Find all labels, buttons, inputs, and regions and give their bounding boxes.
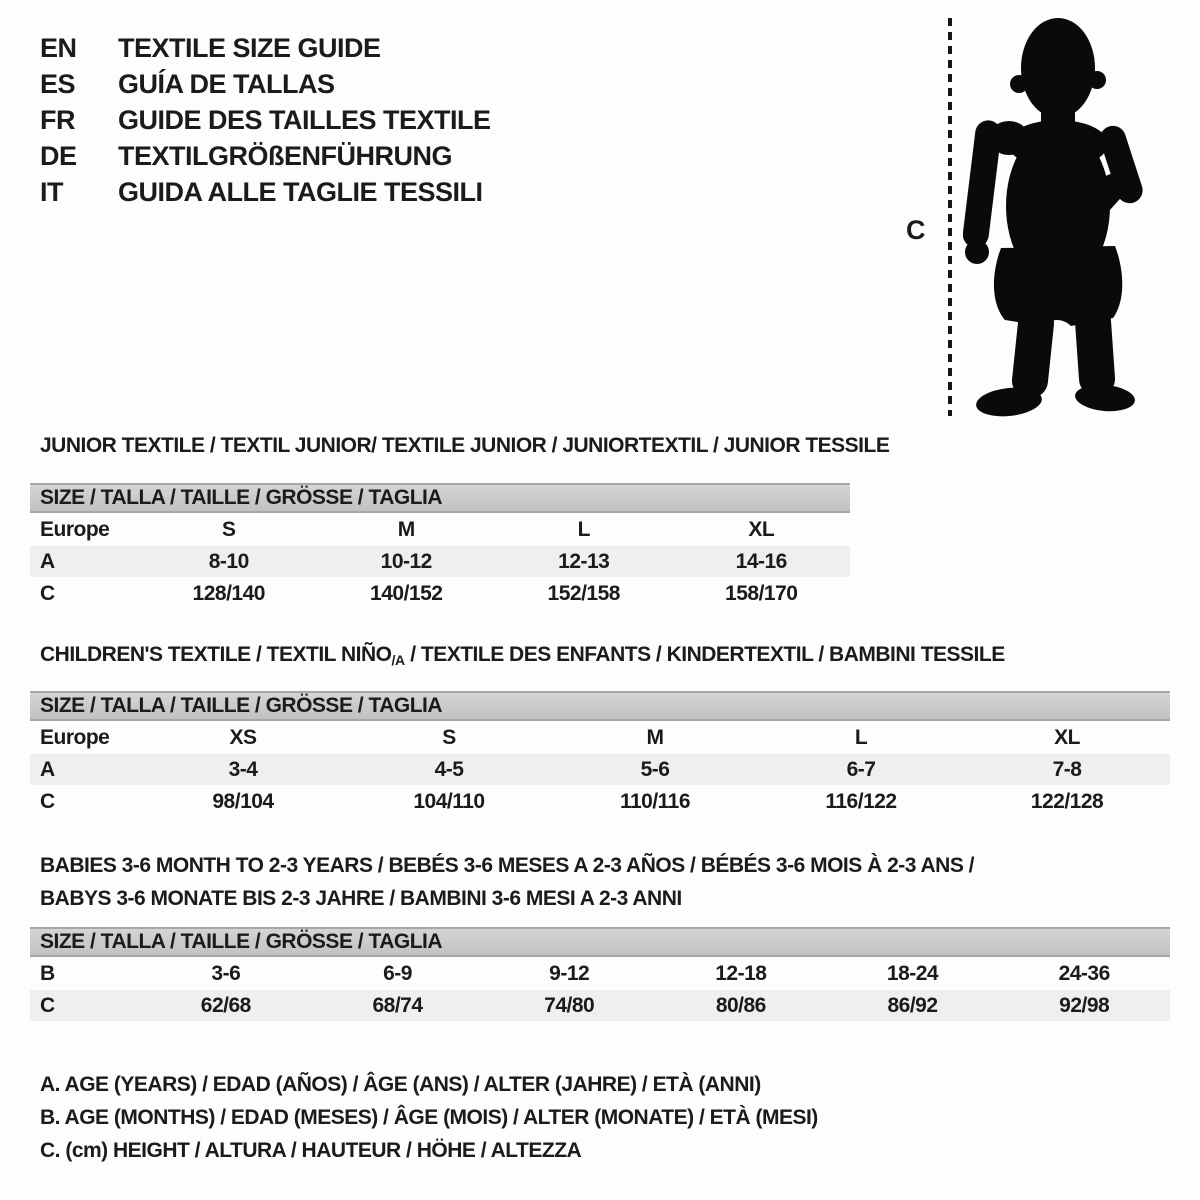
height-measure-label: C [906,215,925,245]
babies-title-line1: BABIES 3-6 MONTH TO 2-3 YEARS / BEBÉS 3-6 MESES A 2-3 AÑOS / BÉBÉS 3-6 MOIS À 2-3 ANS / [40,854,975,877]
table-row-age [30,546,850,577]
row-label: B [40,962,55,985]
children-section-title [40,643,1005,668]
footnote-b: B. AGE (MONTHS) / EDAD (MESES) / ÂGE (MOIS) / ALTER (MONATE) / ETÀ (MESI) [40,1106,818,1129]
language-code: IT [40,176,63,207]
table-row-europe [30,514,850,545]
table-cell: 4-5 [434,758,464,781]
table-cell: L [854,726,868,749]
table-cell: M [397,518,415,541]
table-cell: 6-9 [383,962,412,985]
language-row-es [40,66,491,102]
language-title: GUIDA ALLE TAGLIE TESSILI [118,176,483,207]
footnote-c: C. (cm) HEIGHT / ALTURA / HAUTEUR / HÖHE / ALTEZZA [40,1139,582,1162]
row-label: Europe [40,518,110,541]
table-cell: 12-13 [558,550,610,573]
language-code: DE [40,140,77,171]
size-header-bar: SIZE / TALLA / TAILLE / GRÖSSE / TAGLIA [30,483,850,513]
table-cell: 18-24 [886,962,939,985]
table-cell: S [221,518,236,541]
table-cell: 86/92 [887,994,938,1017]
language-title: TEXTILE SIZE GUIDE [118,32,381,63]
babies-title-line2: BABYS 3-6 MONATE BIS 2-3 JAHRE / BAMBINI 3-6 MESI A 2-3 ANNI [40,887,682,910]
children-title-text: / TEXTILE DES ENFANTS / KINDERTEXTIL / BAMBINI TESSILE [404,643,1005,666]
table-cell: 12-18 [715,962,767,985]
table-cell: XL [748,518,775,541]
row-label: C [40,790,55,813]
footnote-legend [40,1068,818,1167]
table-row-europe [30,722,1170,753]
table-row-age-months [30,958,1170,989]
table-cell: 68/74 [372,994,423,1017]
table-row-height [30,990,1170,1021]
table-cell: 92/98 [1059,994,1110,1017]
language-title: GUIDE DES TAILLES TEXTILE [118,104,491,135]
language-row-en [40,30,491,66]
table-cell: XL [1054,726,1080,749]
table-cell: 122/128 [1030,790,1104,813]
table-cell: 5-6 [640,758,670,781]
language-title: GUÍA DE TALLAS [118,68,335,99]
row-label: A [40,550,55,573]
table-cell: 128/140 [192,582,265,605]
children-size-table [30,691,1170,817]
table-cell: 7-8 [1052,758,1082,781]
language-code: EN [40,32,77,63]
language-row-fr [40,102,491,138]
table-cell: 98/104 [212,790,274,813]
table-cell: M [646,726,664,749]
table-cell: 62/68 [200,994,251,1017]
table-cell: 152/158 [547,582,620,605]
toddler-silhouette-icon [963,16,1143,420]
row-label: C [40,582,55,605]
table-row-height [30,786,1170,817]
table-cell: 116/122 [825,790,897,813]
table-cell: 110/116 [619,790,691,813]
table-cell: 24-36 [1058,962,1110,985]
table-cell: 3-4 [228,758,258,781]
table-cell: XS [229,726,257,749]
table-cell: 6-7 [846,758,876,781]
language-code: ES [40,68,76,99]
footnote-a: A. AGE (YEARS) / EDAD (AÑOS) / ÂGE (ANS) / ALTER (JAHRE) / ETÀ (ANNI) [40,1073,761,1096]
table-cell: L [577,518,590,541]
table-cell: 80/86 [715,994,766,1017]
junior-size-table [30,483,850,609]
table-row-age [30,754,1170,785]
junior-section-title: JUNIOR TEXTILE / TEXTIL JUNIOR/ TEXTILE JUNIOR / JUNIORTEXTIL / JUNIOR TESSILE [40,434,890,457]
babies-section-title [40,849,974,915]
table-cell: 104/110 [413,790,485,813]
height-measure-dashed-line [948,18,952,416]
language-title-list [40,30,491,210]
language-row-it [40,174,491,210]
table-cell: 8-10 [208,550,249,573]
row-label: C [40,994,55,1017]
children-title-subscript: /A [391,652,405,668]
table-cell: S [442,726,456,749]
table-cell: 9-12 [549,962,590,985]
language-code: FR [40,104,75,135]
babies-size-table [30,927,1170,1021]
row-label: Europe [40,726,110,749]
table-cell: 3-6 [211,962,241,985]
size-header-bar: SIZE / TALLA / TAILLE / GRÖSSE / TAGLIA [30,691,1170,721]
table-cell: 14-16 [735,550,787,573]
table-cell: 74/80 [544,994,595,1017]
children-title-text: CHILDREN'S TEXTILE / TEXTIL NIÑO [40,643,392,666]
table-cell: 140/152 [370,582,443,605]
table-cell: 158/170 [725,582,798,605]
language-row-de [40,138,491,174]
size-header-bar: SIZE / TALLA / TAILLE / GRÖSSE / TAGLIA [30,927,1170,957]
table-cell: 10-12 [380,550,432,573]
row-label: A [40,758,55,781]
table-row-height [30,578,850,609]
language-title: TEXTILGRÖßENFÜHRUNG [118,140,452,171]
